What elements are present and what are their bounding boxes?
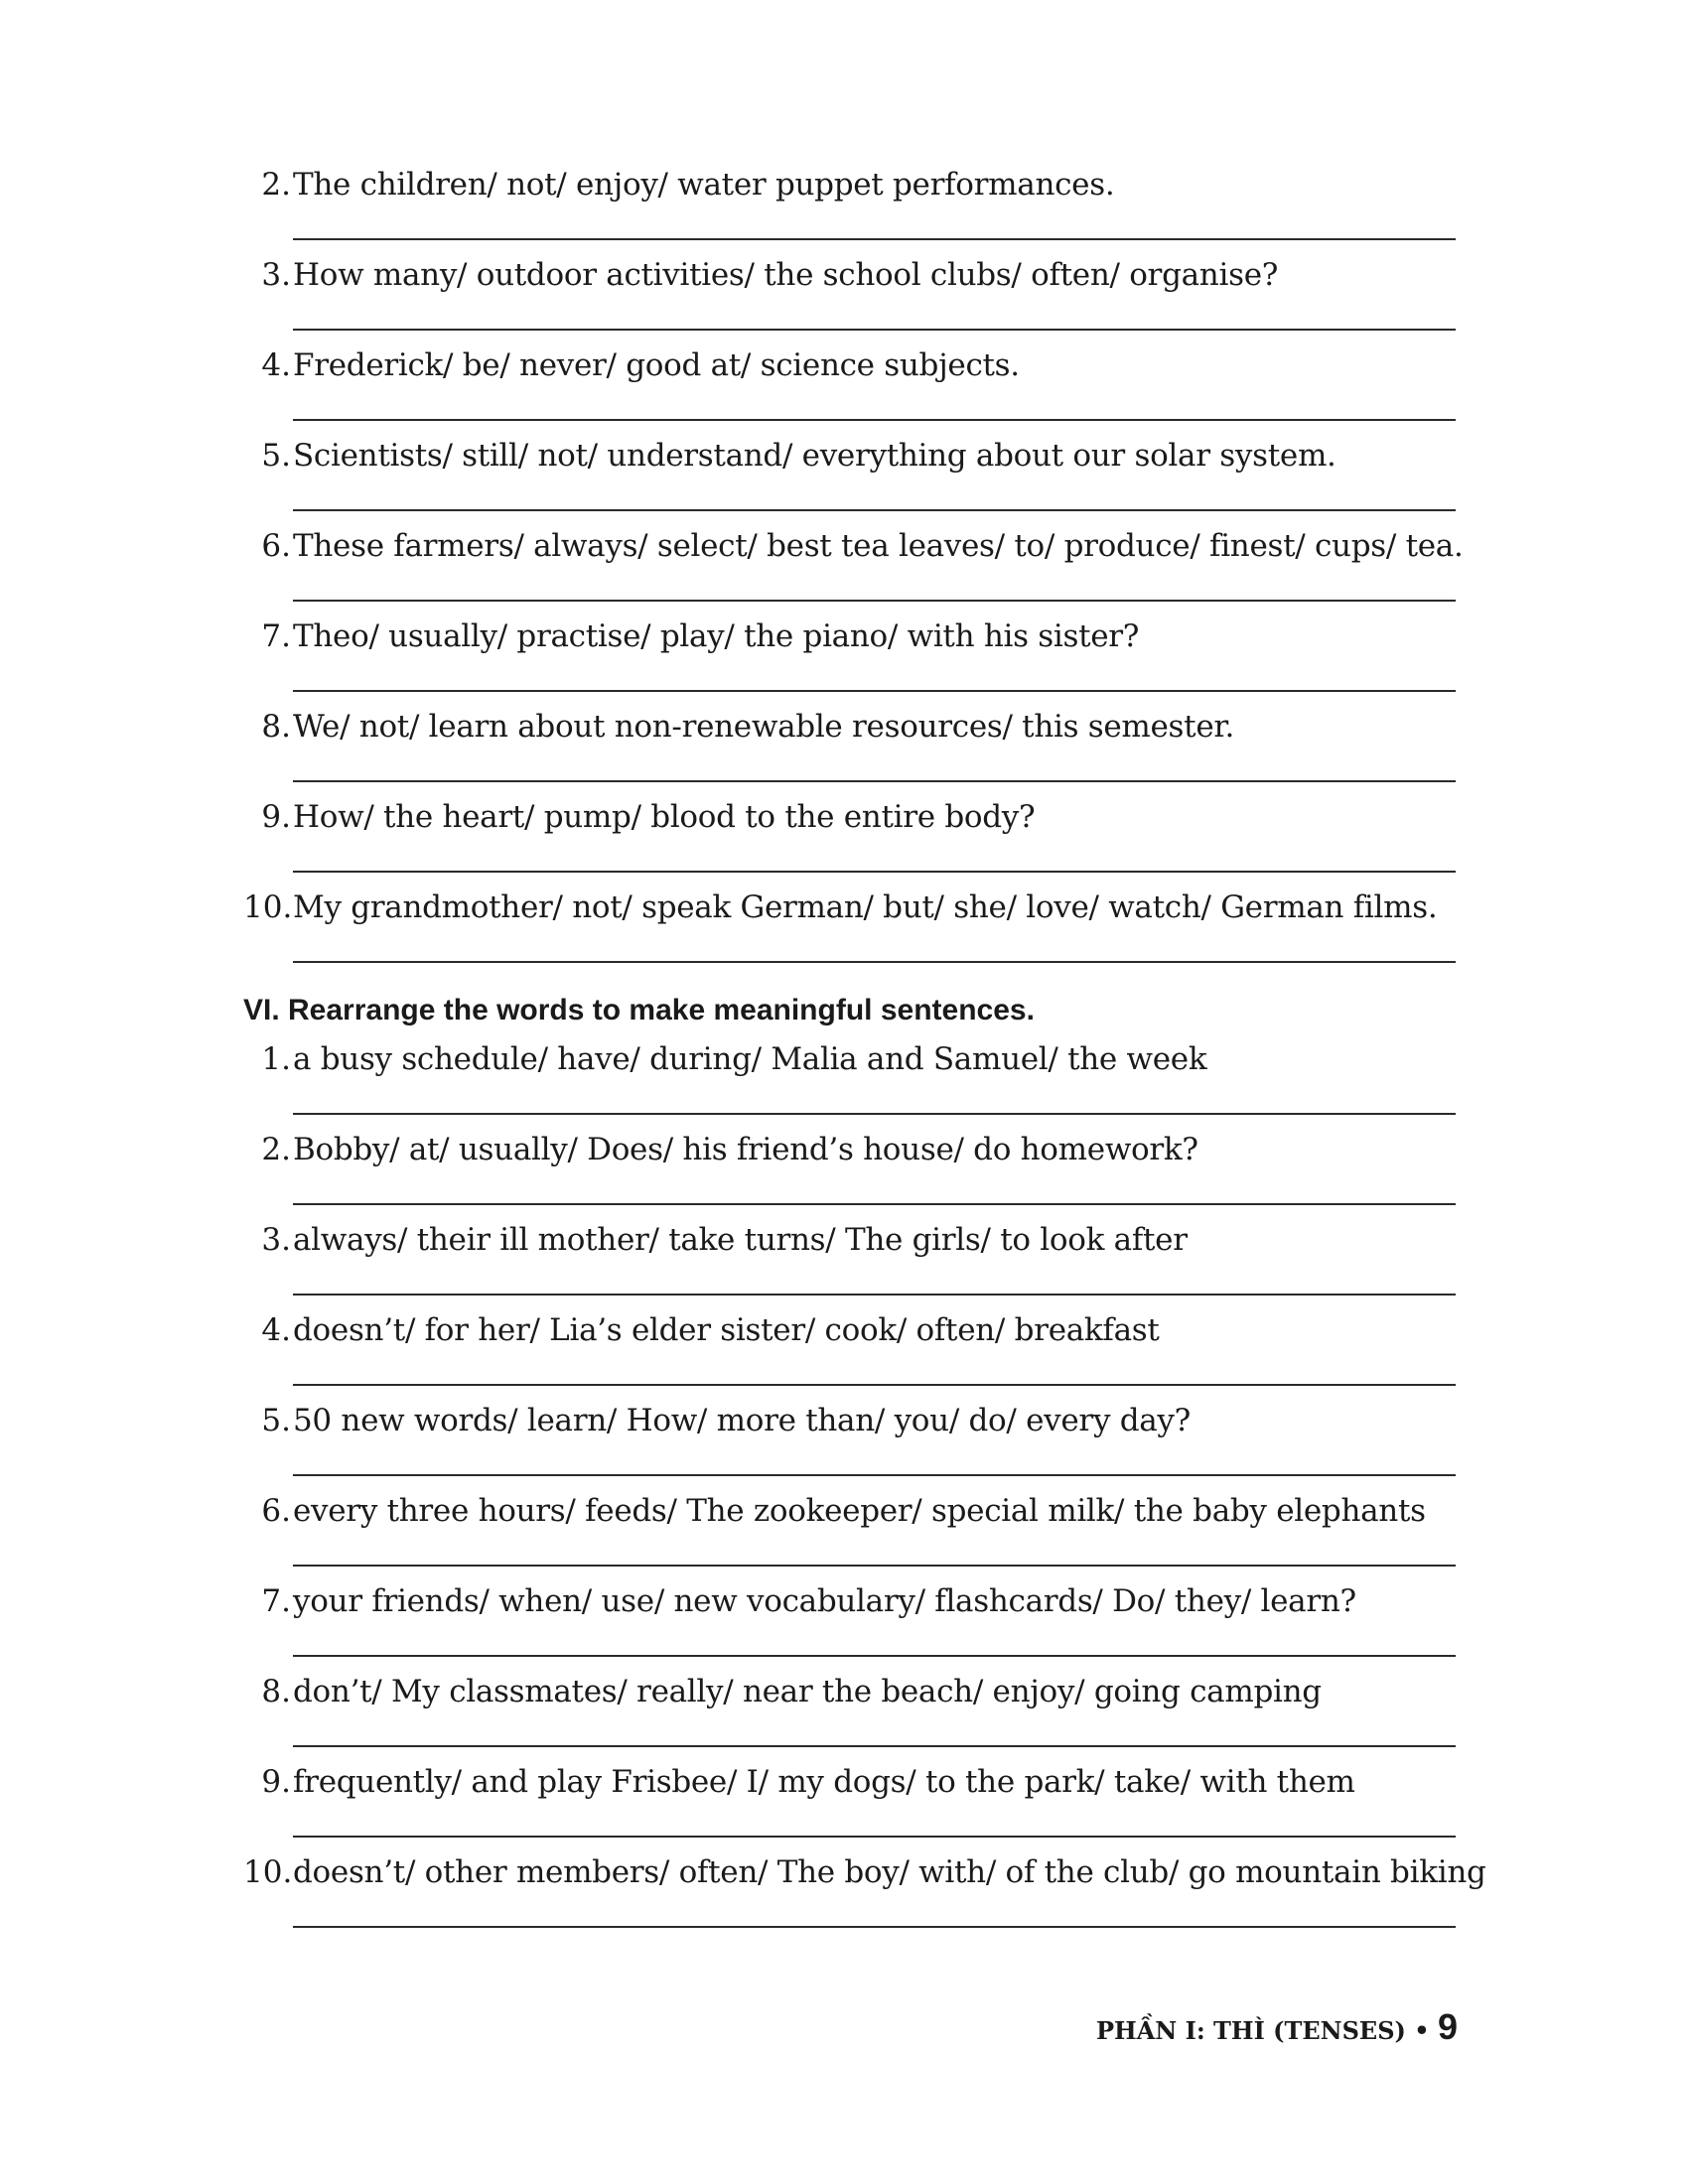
item-prompt: don’t/ My classmates/ really/ near the beach/ enjoy/ going camping <box>293 1674 1322 1709</box>
item-prompt: Scientists/ still/ not/ understand/ everything about our solar system. <box>293 438 1336 474</box>
exercise-v-item-6 <box>243 526 1464 617</box>
answer-line[interactable] <box>293 961 1456 963</box>
page-footer <box>1096 2007 1458 2051</box>
item-number: 5. <box>261 1403 291 1438</box>
exercise-vi-item-10 <box>243 1852 1486 1944</box>
item-number: 1. <box>261 1041 291 1077</box>
item-number: 8. <box>261 1674 291 1709</box>
exercise-v-item-9 <box>243 797 1460 888</box>
answer-line[interactable] <box>293 690 1456 692</box>
item-number: 4. <box>261 1312 291 1348</box>
item-number: 6. <box>261 528 291 564</box>
item-prompt: frequently/ and play Frisbee/ I/ my dogs/ to the park/ take/ with them <box>293 1764 1355 1800</box>
answer-line[interactable] <box>293 1745 1456 1747</box>
item-prompt: The children/ not/ enjoy/ water puppet performances. <box>293 167 1115 203</box>
item-prompt: Frederick/ be/ never/ good at/ science subjects. <box>293 347 1020 383</box>
exercise-vi-item-2 <box>243 1130 1460 1221</box>
answer-line[interactable] <box>293 1836 1456 1838</box>
answer-line[interactable] <box>293 871 1456 873</box>
item-prompt: always/ their ill mother/ take turns/ The girls/ to look after <box>293 1222 1188 1258</box>
item-number: 2. <box>261 1132 291 1167</box>
exercise-v-item-10 <box>243 887 1460 979</box>
answer-line[interactable] <box>293 1565 1456 1567</box>
answer-line[interactable] <box>293 1926 1456 1928</box>
exercise-vi-item-3 <box>243 1220 1460 1311</box>
item-number: 10. <box>243 1854 293 1890</box>
item-prompt: every three hours/ feeds/ The zookeeper/ special milk/ the baby elephants <box>293 1493 1426 1529</box>
item-prompt: your friends/ when/ use/ new vocabulary/ flashcards/ Do/ they/ learn? <box>293 1583 1356 1619</box>
item-prompt: We/ not/ learn about non-renewable resources/ this semester. <box>293 709 1235 745</box>
answer-line[interactable] <box>293 1655 1456 1657</box>
item-number: 10. <box>243 889 293 925</box>
answer-line[interactable] <box>293 600 1456 602</box>
item-number: 3. <box>261 1222 291 1258</box>
exercise-vi-item-4 <box>243 1310 1460 1402</box>
exercise-vi-item-7 <box>243 1581 1460 1673</box>
exercise-vi-item-5 <box>243 1401 1460 1492</box>
item-prompt: doesn’t/ for her/ Lia’s elder sister/ cook/ often/ breakfast <box>293 1312 1160 1348</box>
section-heading: VI. Rearrange the words to make meaningful sentences. <box>243 994 1035 1026</box>
answer-line[interactable] <box>293 509 1456 511</box>
answer-line[interactable] <box>293 780 1456 782</box>
exercise-v-item-4 <box>243 345 1460 437</box>
footer-bullet: • <box>1414 2016 1430 2045</box>
item-prompt: Theo/ usually/ practise/ play/ the piano/ with his sister? <box>293 618 1140 654</box>
answer-line[interactable] <box>293 1294 1456 1296</box>
exercise-v-item-3 <box>243 255 1460 346</box>
item-number: 4. <box>261 347 291 383</box>
exercise-v-item-5 <box>243 436 1460 527</box>
item-number: 3. <box>261 257 291 293</box>
item-number: 9. <box>261 1764 291 1800</box>
page-number: 9 <box>1437 2006 1458 2047</box>
item-number: 6. <box>261 1493 291 1529</box>
item-number: 8. <box>261 709 291 745</box>
answer-line[interactable] <box>293 1474 1456 1476</box>
item-prompt: 50 new words/ learn/ How/ more than/ you/ do/ every day? <box>293 1403 1191 1438</box>
answer-line[interactable] <box>293 1113 1456 1115</box>
exercise-v-item-8 <box>243 707 1460 798</box>
footer-label: PHẦN I: THÌ (TENSES) <box>1095 2016 1406 2045</box>
item-number: 7. <box>261 1583 291 1619</box>
item-prompt: How many/ outdoor activities/ the school clubs/ often/ organise? <box>293 257 1279 293</box>
answer-line[interactable] <box>293 1384 1456 1386</box>
exercise-vi-item-6 <box>243 1491 1460 1582</box>
exercise-vi-item-8 <box>243 1672 1460 1763</box>
item-prompt: a busy schedule/ have/ during/ Malia and Samuel/ the week <box>293 1041 1207 1077</box>
item-number: 7. <box>261 618 291 654</box>
exercise-vi-item-1 <box>243 1039 1460 1131</box>
item-prompt: How/ the heart/ pump/ blood to the entire body? <box>293 799 1036 835</box>
item-number: 5. <box>261 438 291 474</box>
item-prompt: doesn’t/ other members/ often/ The boy/ with/ of the club/ go mountain biking <box>293 1854 1486 1890</box>
item-number: 9. <box>261 799 291 835</box>
answer-line[interactable] <box>293 1203 1456 1205</box>
item-prompt: These farmers/ always/ select/ best tea leaves/ to/ produce/ finest/ cups/ tea. <box>293 528 1464 564</box>
item-prompt: Bobby/ at/ usually/ Does/ his friend’s house/ do homework? <box>293 1132 1198 1167</box>
exercise-v-item-7 <box>243 616 1460 708</box>
item-number: 2. <box>261 167 291 203</box>
answer-line[interactable] <box>293 419 1456 421</box>
answer-line[interactable] <box>293 238 1456 240</box>
exercise-v-item-2 <box>243 165 1460 256</box>
exercise-vi-item-9 <box>243 1762 1460 1853</box>
answer-line[interactable] <box>293 329 1456 331</box>
item-prompt: My grandmother/ not/ speak German/ but/ she/ love/ watch/ German films. <box>293 889 1438 925</box>
